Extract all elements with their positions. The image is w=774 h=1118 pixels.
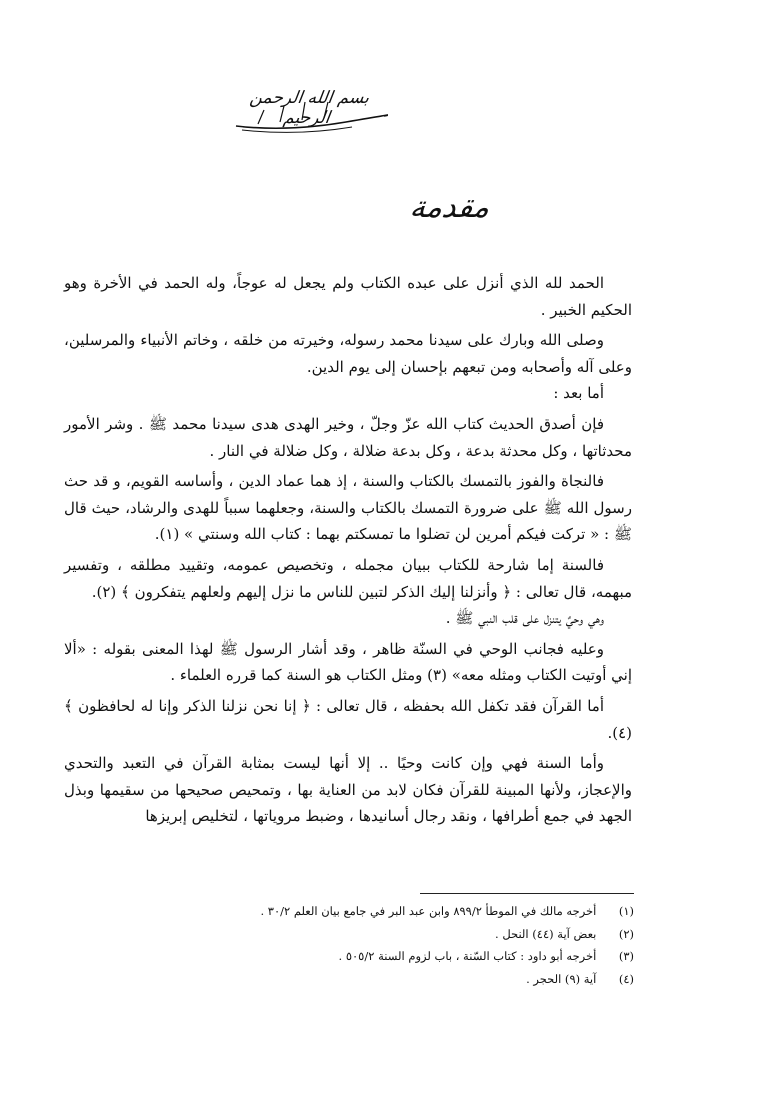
footnote-text: بعض آية (٤٤) النحل . — [495, 926, 597, 941]
paragraph: الحمد لله الذي أنزل على عبده الكتاب ولم يجعل له عوجاً، وله الحمد في الأخرة وهو الحكيم الخبير . — [64, 274, 632, 319]
paragraph: فإن أصدق الحديث كتاب الله عزّ وجلّ ، وخير الهدى هدى سيدنا محمد ﷺ . وشر الأمور محدثاتها ، وكل محدثة بدعة ، وكل بدعة ضلالة ، وكل ضلالة في النار . — [64, 414, 632, 460]
basmala-calligraphy — [228, 80, 388, 138]
footnote-text: آية (٩) الحجر . — [526, 971, 597, 986]
paragraph: وهي وحيٌ يتنزل على قلب النبي ﷺ . — [445, 609, 604, 628]
footnote-text: أخرجه مالك في الموطأ ٨٩٩/٢ وابن عبد البر في جامع بيان العلم ٣٠/٢ . — [260, 904, 597, 918]
basmala-text: بسم الله الرحمن الرحيم — [248, 88, 371, 128]
footnote-number: (٣) — [618, 949, 634, 963]
footnote-number: (١) — [618, 904, 634, 918]
footnote-item — [190, 945, 634, 968]
footnotes — [190, 900, 634, 990]
footnote-item — [190, 923, 634, 946]
paragraph: فالسنة إما شارحة للكتاب ببيان مجمله ، وتخصيص عمومه، وتقييد مطلقه ، وتفسير مبهمه، قال تعالى : ﴿ وأنزلنا إليك الذكر لتبين للناس ما نزل إليهم ولعلهم يتفكرون ﴾ (٢). — [64, 555, 632, 601]
heading-text: مقدمة — [407, 190, 493, 225]
footnote-divider — [420, 893, 634, 894]
paragraph: وصلى الله وبارك على سيدنا محمد رسوله، وخيرته من خلقه ، وخاتم الأنبياء والمرسلين، وعلى آله وأصحابه ومن تبعهم بإحسان إلى يوم الدين. — [64, 331, 632, 376]
footnote-text: أخرجه أبو داود : كتاب السّنة ، باب لزوم السنة ٥٠٥/٢ . — [338, 949, 597, 963]
basmala-flourish — [228, 80, 388, 138]
paragraph: وأما السنة فهي وإن كانت وحيًا .. إلا أنها ليست بمثابة القرآن في التعبد والتحدي والإعجاز، ولأنها المبينة للقرآن فكان لابد من العناية بها ، وتمحيص صحيحها من سقيمها وبذل الجهد في جمع أطرافها ، ونقد رجال أسانيدها ، وضبط مروياتها ، لتخليص إبريزها — [64, 754, 632, 826]
footnote-number: (٤) — [618, 971, 634, 986]
section-heading — [380, 184, 520, 238]
paragraph: فالنجاة والفوز بالتمسك بالكتاب والسنة ، إذ هما عماد الدين ، وأساسه القويم، و قد حث رسول الله ﷺ على ضرورة التمسك بالكتاب والسنة، وجعلهما سبباً للهدى والرشاد، حيث قال ﷺ : « تركت فيكم أمرين لن تضلوا ما تمسكتم بهما : كتاب الله وسنتي » (١). — [64, 472, 632, 544]
paragraph: أما القرآن فقد تكفل الله بحفظه ، قال تعالى : ﴿ إنا نحن نزلنا الذكر وإنا له لحافظون ﴾ (٤). — [64, 696, 632, 742]
footnote-item — [190, 900, 634, 923]
paragraph: أما بعد : — [553, 384, 604, 403]
main-text — [64, 270, 632, 830]
footnote-number: (٢) — [618, 926, 634, 941]
paragraph: وعليه فجانب الوحي في السنّة ظاهر ، وقد أشار الرسول ﷺ لهذا المعنى بقوله : «ألا إني أوتيت الكتاب ومثله معه» (٣) ومثل الكتاب هو السنة كما قرره العلماء . — [64, 639, 632, 685]
footnote-item — [190, 968, 634, 991]
